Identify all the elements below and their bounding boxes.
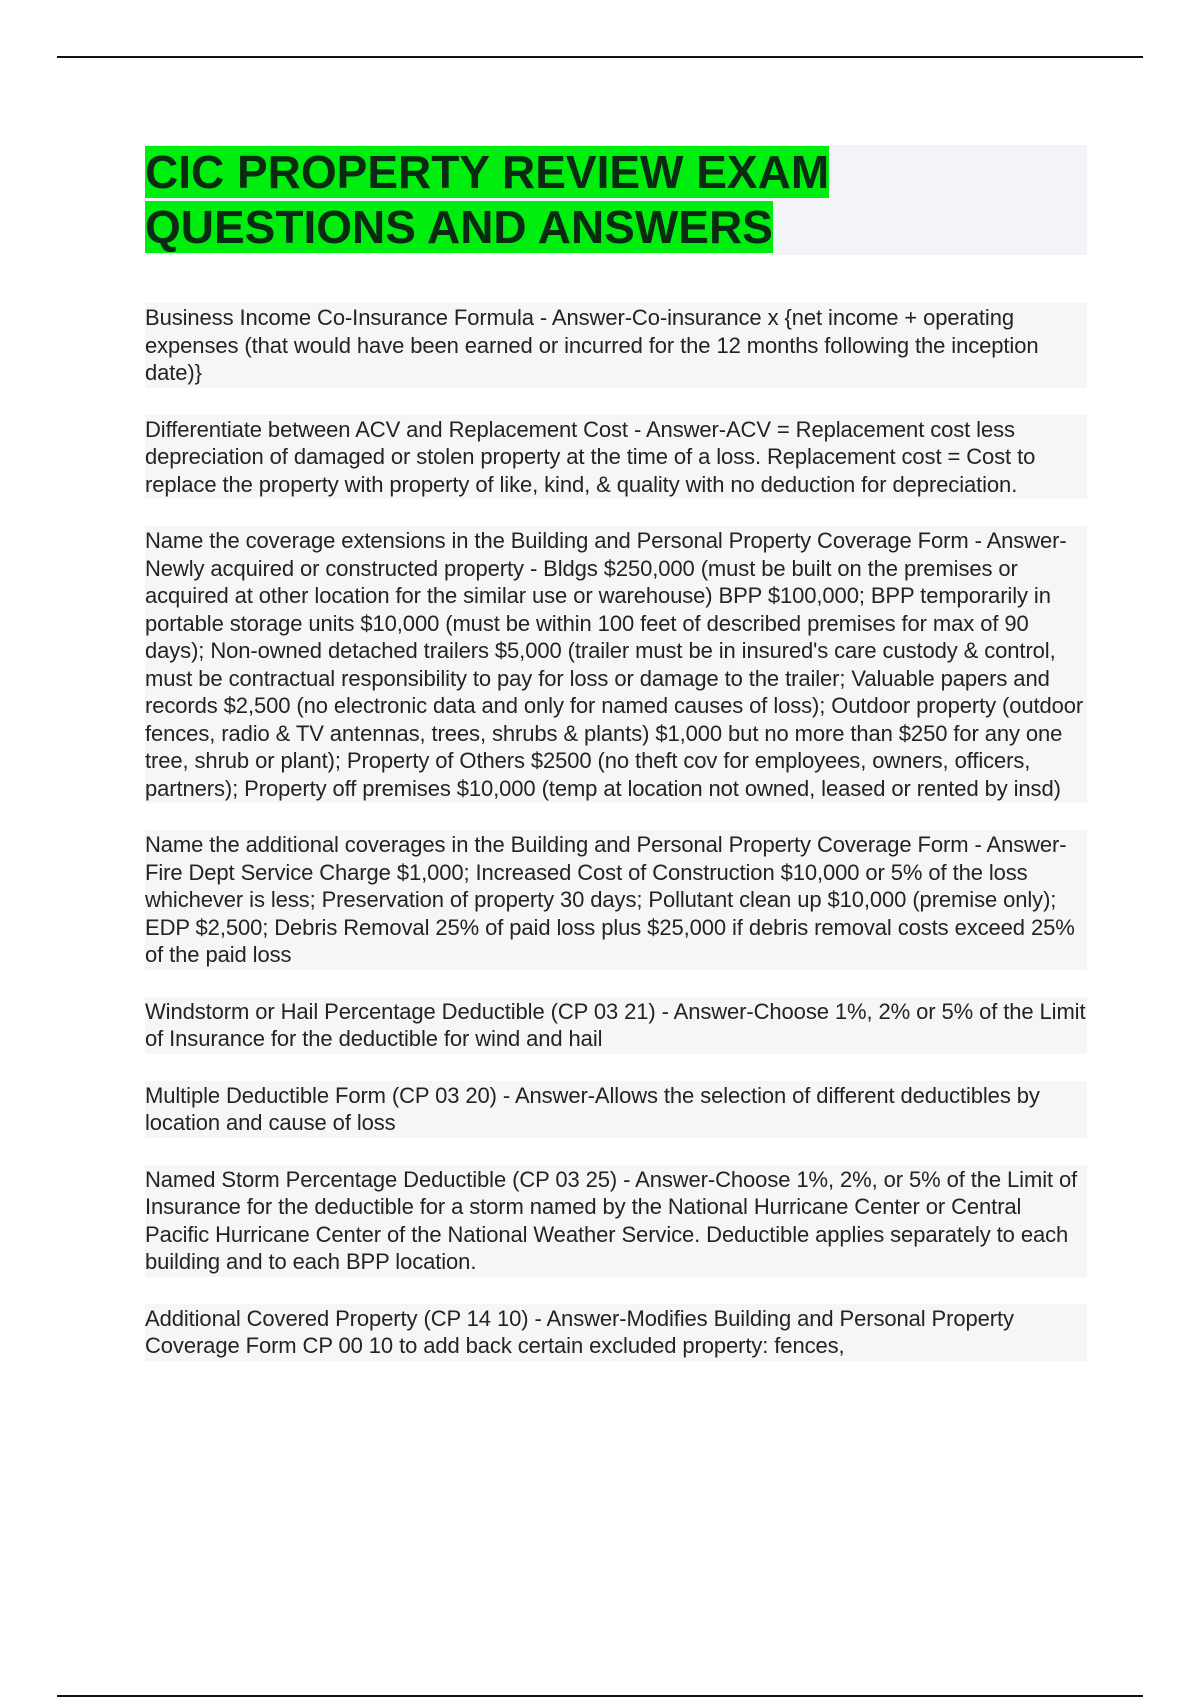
qa-entry: Multiple Deductible Form (CP 03 20) - Answer-Allows the selection of different deductibles by location and cause of loss [145,1081,1087,1138]
title-line-2: QUESTIONS AND ANSWERS [145,201,773,253]
header-rule [57,56,1143,58]
qa-entry: Business Income Co-Insurance Formula - Answer-Co-insurance x {net income + operating expenses (that would have been earned or incurred for the 12 months following the inception date)} [145,303,1087,388]
qa-entry: Name the additional coverages in the Building and Personal Property Coverage Form - Answer-Fire Dept Service Charge $1,000; Increased Cost of Construction $10,000 or 5% of the loss whichever is less; Preservation of property 30 days; Pollutant clean up $10,000 (premise only); EDP $2,500; Debris Removal 25% of paid loss plus $25,000 if debris removal costs exceed 25% of the paid loss [145,830,1087,970]
title-line-1: CIC PROPERTY REVIEW EXAM [145,146,830,198]
qa-entry: Differentiate between ACV and Replacement Cost - Answer-ACV = Replacement cost less depreciation of damaged or stolen property at the time of a loss. Replacement cost = Cost to replace the property with property of like, kind, & quality with no deduction for depreciation. [145,415,1087,500]
qa-entry: Name the coverage extensions in the Building and Personal Property Coverage Form - Answer-Newly acquired or constructed property - Bldgs $250,000 (must be built on the premises or acquired at other location for the similar use or warehouse) BPP $100,000; BPP temporarily in portable storage units $10,000 (must be within 100 feet of described premises for max of 90 days); Non-owned detached trailers $5,000 (trailer must be in insured's care custody & control, must be contractual responsibility to pay for loss or damage to the trailer; Valuable papers and records $2,500 (no electronic data and only for named causes of loss); Outdoor property (outdoor fences, radio & TV antennas, trees, shrubs & plants) $1,000 but no more than $250 for any one tree, shrub or plant); Property of Others $2500 (no theft cov for employees, owners, officers, partners); Property off premises $10,000 (temp at location not owned, leased or rented by insd) [145,526,1087,803]
qa-entry: Windstorm or Hail Percentage Deductible (CP 03 21) - Answer-Choose 1%, 2% or 5% of the Limit of Insurance for the deductible for wind and hail [145,997,1087,1054]
title-block [145,145,1087,255]
document-body [145,145,1087,1388]
qa-entry: Named Storm Percentage Deductible (CP 03 25) - Answer-Choose 1%, 2%, or 5% of the Limit of Insurance for the deductible for a storm named by the National Hurricane Center or Central Pacific Hurricane Center of the National Weather Service. Deductible applies separately to each building and to each BPP location. [145,1165,1087,1277]
qa-entry: Additional Covered Property (CP 14 10) - Answer-Modifies Building and Personal Property Coverage Form CP 00 10 to add back certain excluded property: fences, [145,1304,1087,1361]
footer-rule [57,1695,1143,1697]
document-title [145,145,1087,255]
